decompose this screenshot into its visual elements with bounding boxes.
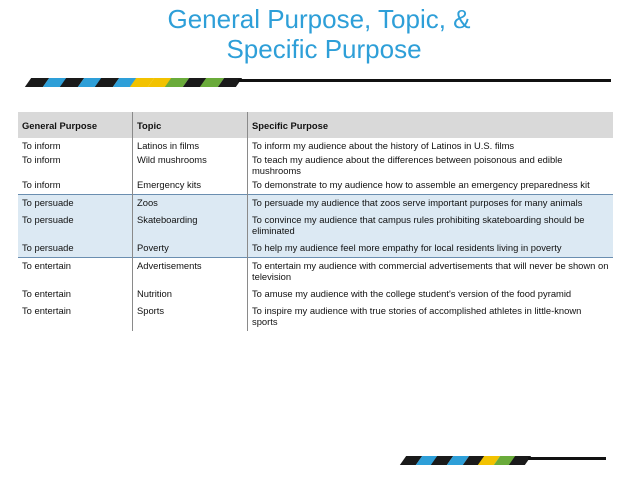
title-line-1: General Purpose, Topic, & xyxy=(167,4,471,34)
cell-topic: Poverty xyxy=(133,240,248,258)
cell-general: To entertain xyxy=(22,288,71,299)
cell-general: To persuade xyxy=(22,214,74,225)
top-decorative-stripe xyxy=(28,78,238,87)
bottom-divider-line xyxy=(528,457,606,460)
table-row xyxy=(18,138,613,152)
cell-topic: Zoos xyxy=(133,195,248,213)
cell-specific: To demonstrate to my audience how to assemble an emergency preparedness kit xyxy=(248,177,614,195)
cell-general: To entertain xyxy=(18,258,133,287)
slide-title xyxy=(0,4,638,64)
header-general-purpose: General Purpose xyxy=(22,119,98,131)
cell-topic: Wild mushrooms xyxy=(133,152,248,177)
cell-topic: Skateboarding xyxy=(133,212,248,240)
table-row xyxy=(18,303,613,331)
cell-topic: Emergency kits xyxy=(133,177,248,195)
table-row xyxy=(18,152,613,177)
cell-topic: Nutrition xyxy=(133,286,248,303)
top-divider-line xyxy=(238,79,611,82)
table-row xyxy=(18,258,613,287)
cell-specific: To teach my audience about the differences between poisonous and edible mushrooms xyxy=(248,152,614,177)
cell-general: To persuade xyxy=(18,195,133,213)
header-topic: Topic xyxy=(133,112,248,138)
cell-topic: Latinos in films xyxy=(133,138,248,152)
header-specific-purpose: Specific Purpose xyxy=(248,112,614,138)
table-row xyxy=(18,177,613,195)
cell-specific: To inform my audience about the history of Latinos in U.S. films xyxy=(248,138,614,152)
group-persuade xyxy=(18,195,613,258)
cell-topic: Sports xyxy=(133,303,248,331)
bottom-decorative-stripe xyxy=(403,456,528,465)
cell-general: To inform xyxy=(22,154,61,165)
purpose-table xyxy=(18,112,613,408)
cell-specific: To persuade my audience that zoos serve important purposes for many animals xyxy=(248,195,614,213)
cell-general: To inform xyxy=(22,140,61,151)
cell-specific: To convince my audience that campus rules prohibiting skateboarding should be eliminated xyxy=(248,212,614,240)
table-row xyxy=(18,240,613,258)
table-row xyxy=(18,212,613,240)
table-row xyxy=(18,286,613,303)
group-entertain xyxy=(18,258,613,332)
cell-specific: To help my audience feel more empathy for local residents living in poverty xyxy=(248,240,614,258)
cell-general: To persuade xyxy=(22,242,74,253)
cell-specific: To amuse my audience with the college student's version of the food pyramid xyxy=(248,286,614,303)
cell-general: To inform xyxy=(22,179,61,190)
table-row xyxy=(18,195,613,213)
cell-specific: To inspire my audience with true stories of accomplished athletes in little-known sports xyxy=(248,303,614,331)
group-inform xyxy=(18,138,613,195)
table-header-row xyxy=(18,112,613,138)
cell-general: To entertain xyxy=(22,305,71,316)
cell-topic: Advertisements xyxy=(133,258,248,287)
title-line-2: Specific Purpose xyxy=(226,34,422,64)
cell-specific: To entertain my audience with commercial advertisements that will never be shown on television xyxy=(248,258,614,287)
